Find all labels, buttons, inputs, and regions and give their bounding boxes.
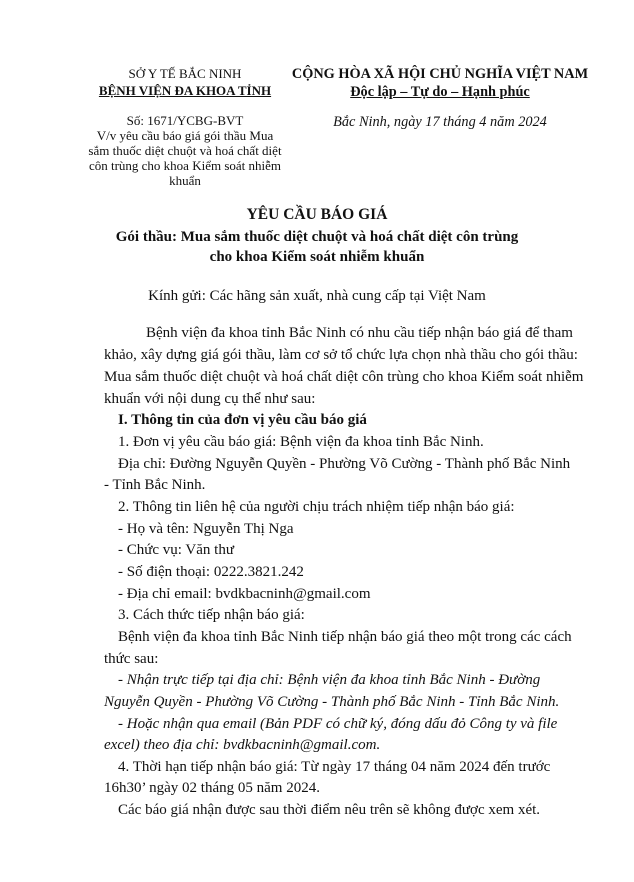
subject-line: côn trùng cho khoa Kiểm soát nhiễm [88, 158, 282, 173]
email-delivery-line: excel) theo địa chỉ: bvdkbacninh@gmail.com. [104, 737, 381, 753]
address-line: Địa chỉ: Đường Nguyễn Quyền - Phường Võ Cường - Thành phố Bắc Ninh [118, 456, 571, 472]
deadline-line: 4. Thời hạn tiếp nhận báo giá: Từ ngày 17 tháng 04 năm 2024 đến trước [118, 759, 551, 775]
contact-info-heading: 2. Thông tin liên hệ của người chịu trách nhiệm tiếp nhận báo giá: [118, 499, 515, 515]
address-line: - Tỉnh Bắc Ninh. [104, 477, 206, 493]
receive-method-heading: 3. Cách thức tiếp nhận báo giá: [118, 607, 305, 623]
contact-name: - Họ và tên: Nguyễn Thị Nga [118, 521, 294, 537]
closing-note: Các báo giá nhận được sau thời điểm nêu trên sẽ không được xem xét. [118, 802, 541, 818]
receive-method-line: thức sau: [104, 651, 159, 667]
deadline-line: 16h30’ ngày 02 tháng 05 năm 2024. [104, 780, 320, 796]
requester-unit: 1. Đơn vị yêu cầu báo giá: Bệnh viện đa khoa tỉnh Bắc Ninh. [118, 434, 484, 450]
contact-email: - Địa chỉ email: bvdkbacninh@gmail.com [118, 586, 371, 602]
recipient: Kính gửi: Các hãng sản xuất, nhà cung cấp tại Việt Nam [148, 288, 486, 304]
subject-line: V/v yêu cầu báo giá gói thầu Mua [96, 128, 274, 143]
title-package-line1: Gói thầu: Mua sắm thuốc diệt chuột và hoá chất diệt côn trùng [115, 229, 519, 245]
document-date: Bắc Ninh, ngày 17 tháng 4 năm 2024 [333, 114, 547, 130]
intro-line: khảo, xây dựng giá gói thầu, làm cơ sở tổ chức lựa chọn nhà thầu cho gói thầu: [104, 347, 578, 363]
section-heading: I. Thông tin của đơn vị yêu cầu báo giá [118, 412, 367, 428]
intro-line: Bệnh viện đa khoa tỉnh Bắc Ninh có nhu cầu tiếp nhận báo giá để tham [146, 325, 573, 341]
national-title: CỘNG HÒA XÃ HỘI CHỦ NGHĨA VIỆT NAM [291, 66, 589, 82]
direct-delivery-line: Nguyễn Quyền - Phường Võ Cường - Thành phố Bắc Ninh - Tỉnh Bắc Ninh. [104, 694, 560, 710]
title-package-line2: cho khoa Kiểm soát nhiễm khuẩn [209, 249, 425, 265]
contact-phone: - Số điện thoại: 0222.3821.242 [118, 564, 304, 580]
subject-line: khuẩn [169, 173, 201, 188]
page-title: YÊU CẦU BÁO GIÁ [246, 206, 388, 223]
document-number: Số: 1671/YCBG-BVT [126, 113, 244, 128]
document-subject [62, 128, 308, 188]
receive-method-line: Bệnh viện đa khoa tỉnh Bắc Ninh tiếp nhận báo giá theo một trong các cách [118, 629, 572, 645]
ministry-name: SỞ Y TẾ BẮC NINH [128, 66, 242, 81]
intro-line: Mua sắm thuốc diệt chuột và hoá chất diệt côn trùng cho khoa Kiểm soát nhiễm [104, 369, 584, 385]
contact-position: - Chức vụ: Văn thư [118, 542, 234, 558]
email-delivery-line: - Hoặc nhận qua email (Bản PDF có chữ ký, đóng dấu đỏ Công ty và file [118, 716, 558, 732]
intro-line: khuẩn với nội dung cụ thể như sau: [104, 391, 316, 407]
national-motto: Độc lập – Tự do – Hạnh phúc [350, 84, 530, 100]
direct-delivery-line: - Nhận trực tiếp tại địa chỉ: Bệnh viện đa khoa tỉnh Bắc Ninh - Đường [118, 672, 541, 688]
hospital-name: BỆNH VIỆN ĐA KHOA TỈNH [98, 83, 272, 98]
subject-line: sắm thuốc diệt chuột và hoá chất diệt [88, 143, 282, 158]
